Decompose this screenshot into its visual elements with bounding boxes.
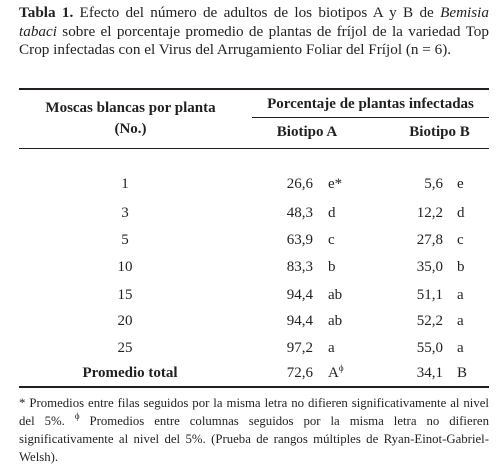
cell-biotype-a: 48,3 — [286, 205, 313, 221]
phi-superscript: ϕ — [338, 363, 344, 373]
total-biotype-a: 72,6 — [286, 365, 313, 381]
cell-biotype-b: 51,1 — [416, 287, 443, 303]
cell-biotype-a-letter: d — [328, 205, 336, 221]
cell-biotype-b-letter: a — [457, 313, 464, 329]
table-footnote — [19, 395, 489, 466]
header-biotype-b: Biotipo B — [409, 124, 470, 140]
caption-text-a: Efecto del número de adultos de los biotipos A y B de — [73, 4, 441, 21]
cell-biotype-b-letter: a — [457, 340, 464, 356]
cell-biotype-a-letter: a — [328, 340, 335, 356]
cell-biotype-a: 63,9 — [286, 232, 313, 248]
cell-flies: 1 — [121, 176, 129, 192]
cell-biotype-a: 94,4 — [286, 287, 313, 303]
cell-biotype-a: 26,6 — [286, 176, 313, 192]
cell-biotype-a-letter: c — [328, 232, 335, 248]
table-caption — [19, 4, 489, 60]
bottom-rule — [19, 386, 489, 388]
cell-biotype-b-letter: c — [457, 232, 464, 248]
group-underline — [252, 117, 489, 118]
cell-biotype-b: 55,0 — [416, 340, 443, 356]
header-col1-line2: (No.) — [114, 121, 147, 137]
cell-flies: 20 — [117, 313, 133, 329]
cell-flies: 25 — [117, 340, 133, 356]
cell-biotype-b: 27,8 — [416, 232, 443, 248]
cell-biotype-b-letter: e — [457, 176, 464, 192]
top-rule — [19, 88, 489, 90]
cell-flies: 10 — [117, 259, 133, 275]
footnote-part2: Promedios entre columnas seguidos por la misma letra no difieren significativamente al nivel del 5%. (Prueba de rangos múltiples de Ryan-Einot-Gabriel-Welsh). — [19, 413, 489, 464]
total-label: Promedio total — [82, 365, 178, 381]
caption-text-b: sobre el porcentaje promedio de plantas de fríjol de la variedad Top Crop infectadas con el Virus del Arrugamiento Foliar del Fríjol (n = 6). — [19, 22, 489, 59]
cell-biotype-a-letter: b — [328, 259, 336, 275]
header-biotype-a: Biotipo A — [276, 124, 338, 140]
cell-flies: 15 — [117, 287, 133, 303]
total-biotype-a-letter: $A^\phi$ — [328, 363, 344, 381]
footnote-phi-symbol: ϕ — [74, 410, 80, 421]
cell-biotype-a: 97,2 — [286, 340, 313, 356]
cell-biotype-b: 12,2 — [416, 205, 443, 221]
header-group: Porcentaje de plantas infectadas — [267, 96, 474, 112]
cell-biotype-b-letter: b — [457, 259, 465, 275]
footnote-part1: * Promedios entre filas seguidos por la misma letra no difieren significativamente al nivel del 5%. — [19, 396, 489, 428]
cell-biotype-a-letter: e* — [328, 176, 343, 192]
header-col1-line1: Moscas blancas por planta — [45, 100, 216, 116]
cell-flies: 3 — [121, 205, 129, 221]
cell-biotype-b: 35,0 — [416, 259, 443, 275]
cell-biotype-a: 83,3 — [286, 259, 313, 275]
table-label: Tabla 1. — [19, 4, 74, 21]
cell-flies: 5 — [121, 232, 129, 248]
cell-biotype-b-letter: a — [457, 287, 464, 303]
cell-biotype-b: 5,6 — [424, 176, 443, 192]
cell-biotype-a-letter: ab — [328, 287, 343, 303]
caption-species: Bemisia tabaci — [19, 4, 489, 40]
cell-biotype-b-letter: d — [457, 205, 465, 221]
header-rule — [19, 148, 489, 149]
cell-biotype-a: 94,4 — [286, 313, 313, 329]
cell-biotype-b: 52,2 — [416, 313, 443, 329]
total-biotype-b-letter: B — [457, 365, 468, 381]
total-biotype-b: 34,1 — [416, 365, 443, 381]
cell-biotype-a-letter: ab — [328, 313, 343, 329]
